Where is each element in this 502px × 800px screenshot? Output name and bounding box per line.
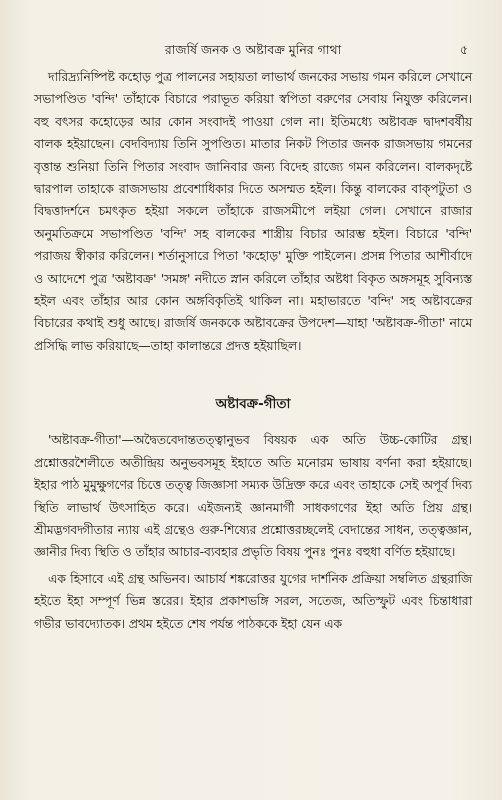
section-heading: অষ্টাবক্র-গীতা — [215, 396, 291, 413]
paragraph-gita-description: 'অষ্টাবক্র-গীতা'—অদ্বৈতবেদান্ততত্ত্বানুভব বিষয়ক এক অতি উচ্চ-কোটির গ্রন্থ। প্রশ্নোত্তরশৈলীতে অতীন্দ্রিয় অনুভবসমূহ ইহাতে অতি মনোরম ভাষায় বর্ণনা করা হইয়াছে। ইহার পাঠ মুমুক্ষুগণের চিত্তে তত্ত্ব জিজ্ঞাসা সম্যক উদ্রিক্ত করে এবং তাহাকে সেই অপূর্ব দিব্য স্থিতি লাভার্থ উৎসাহিত করে। এইজন্যই জ্ঞানমার্গী সাধকগণের ইহা অতি প্রিয় গ্রন্থ। শ্রীমদ্ভগবদ্গীতার ন্যায় এই গ্রন্থেও গুরু-শিষ্যের প্রশ্নোত্তরচ্ছলেই বেদান্তের সাধন, তত্ত্বজ্ঞান, জ্ঞানীর দিব্য স্থিতি ও তাঁহার আচার-ব্যবহার প্রভৃতি বিষয় পুনঃ পুনঃ বহুধা বর্ণিত হইয়াছে। — [34, 432, 472, 560]
page-number: ৫ — [459, 42, 468, 57]
running-title: রাজর্ষি জনক ও অষ্টাবক্র মুনির গাথা — [164, 42, 342, 57]
body-text — [34, 66, 472, 635]
paragraph-gita-novelty: এক হিসাবে এই গ্রন্থ অভিনব। আচার্য শঙ্করোত্তর যুগের দার্শনিক প্রক্রিয়া সম্বলিত গ্রন্থরাজি হইতে ইহা সম্পূর্ণ ভিন্ন স্তরের। ইহার প্রকাশভঙ্গি সরল, সতেজ, অতিস্ফুট এবং চিন্তাধারা গভীর ভাবদ্যোতক। প্রথম হইতে শেষ পর্যন্ত পাঠককে ইহা যেন এক — [34, 570, 472, 631]
running-header — [34, 40, 472, 60]
paragraph-intro: দারিদ্র্যনিষ্পিষ্ট কহোড় পুত্র পালনের সহায়তা লাভার্থ জনকের সভায় গমন করিলে সেখানে সভাপণ্ডিত 'বন্দি' তাঁহাকে বিচারে পরাভূত করিয়া স্বপিতা বরুণের সেবায় নিযুক্ত করিলেন। বহু বৎসর কহোড়ের আর কোন সংবাদই পাওয়া গেল না। ইতিমধ্যে অষ্টাবক্র দ্বাদশবর্ষীয় বালক হইয়াছেন। বেদবিদ্যায় তিনি সুপণ্ডিত। মাতার নিকট পিতার জনক রাজসভায় গমনের বৃত্তান্ত শুনিয়া তিনি পিতার সংবাদ জানিবার জন্য বিদেহ রাজ্যে গমন করিলেন। বালকদৃষ্টে দ্বারপাল তাহাকে রাজসভায় প্রবেশাধিকার দিতে অসম্মত হইল। কিন্তু বালকের বাক্পটুতা ও বিদ্বত্তাদর্শনে চমৎকৃত হইয়া সকলে তাঁহাকে রাজসমীপে লইয়া গেল। সেখানে রাজার অনুমতিক্রমে সভাপণ্ডিত 'বন্দি' সহ বালকের শাস্ত্রীয় বিচার আরম্ভ হইল। বিচারে 'বন্দি' পরাজয় স্বীকার করিলেন। শর্তানুসারে পিতা 'কহোড়' মুক্তি পাইলেন। প্রসন্ন পিতার আশীর্বাদে ও আদেশে পুত্র 'অষ্টাবক্র' 'সমঙ্গ' নদীতে স্নান করিলে তাঁহার অষ্টধা বিকৃত অঙ্গসমূহ সুবিন্যস্ত হইল এবং তাঁহার আর কোন অঙ্গবিকৃতিই থাকিল না। মহাভারতে 'বন্দি' সহ অষ্টাবক্রের বিচারের কথাই শুধু আছে। রাজর্ষি জনককে অষ্টাবক্রের উপদেশ—যাহা 'অষ্টাবক্র-গীতা' নামে প্রসিদ্ধি লাভ করিয়াছে—তাহা কালান্তরে প্রদত্ত হইয়াছিল। — [34, 69, 472, 353]
